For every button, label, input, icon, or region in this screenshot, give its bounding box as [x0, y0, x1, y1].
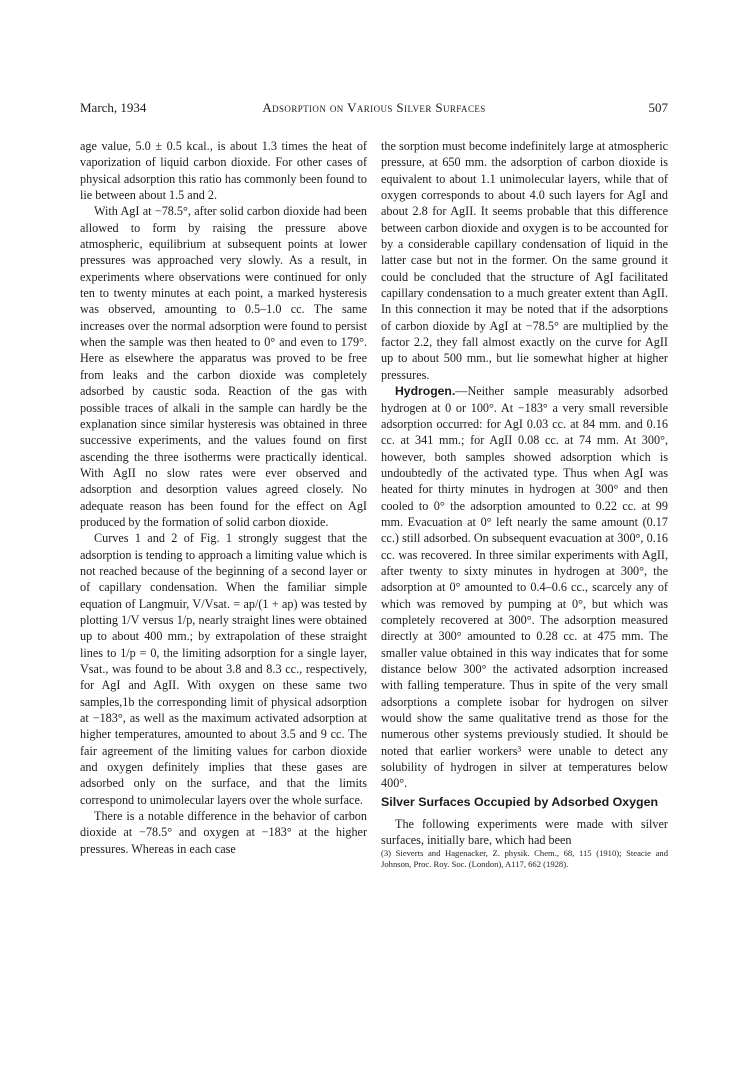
right-paragraph-3: The following experiments were made with silver surfaces, initially bare, which had been: [381, 816, 668, 848]
right-column: [381, 138, 668, 870]
right-paragraph-hydrogen: [381, 383, 668, 792]
left-paragraph-2: With AgI at −78.5°, after solid carbon dioxide had been allowed to form by raising the pressure above atmospheric, equilibrium at subsequent points at lower pressures was approached very slowly. As a result, in experiments where observations were continued for only ten to twenty minutes at each point, a marked hysteresis was observed, amounting to 0.5–1.0 cc. The same increases over the normal adsorption were found to persist when the sample was then heated to 0° and even to 179°. Here as elsewhere the apparatus was proved to be free from leaks and the carbon dioxide was completely adsorbed by caustic soda. Reaction of the gas with possible traces of alkali in the sample can hardly be the explanation since similar hysteresis was obtained in three successive experiments, and the values found on first ascending the three isotherms were practically identical. With AgII no slow rates were ever observed and adsorption and desorption values agreed closely. No adequate reason has been found for the effect on AgI produced by the formation of solid carbon dioxide.: [80, 204, 367, 529]
left-paragraph-4: There is a notable difference in the behavior of carbon dioxide at −78.5° and oxygen at −183° at the higher pressures. Whereas in each case: [80, 809, 367, 856]
hydrogen-run-in-heading: Hydrogen.: [395, 384, 456, 399]
header-date: March, 1934: [80, 100, 147, 115]
left-paragraph-1: age value, 5.0 ± 0.5 kcal., is about 1.3 times the heat of vaporization of liquid carbon dioxide. For other cases of physical adsorption this ratio has commonly been found to lie between about 1.5 and 2.: [80, 139, 367, 203]
running-header: [80, 100, 668, 116]
header-running-title: Adsorption on Various Silver Surfaces: [262, 100, 486, 115]
right-paragraph-1: the sorption must become indefinitely large at atmospheric pressure, at 650 mm. the adsorption of carbon dioxide is equivalent to about 1.1 unimolecular layers, while that of oxygen corresponds to about 4.0 such layers for AgI and about 2.8 for AgII. It seems probable that this difference between carbon dioxide and oxygen is to be accounted for by a considerable capillary condensation of liquid in the latter case but not in the former. On the same ground it could be concluded that the structure of AgI facilitated capillary condensation to a much greater extent than AgII. In this connection it may be noted that if the adsorptions of carbon dioxide by AgI at −78.5° are multiplied by the factor 2.2, they fall almost exactly on the curve for AgII up to about 500 mm., but lie somewhat higher at higher pressures.: [381, 139, 668, 382]
left-paragraph-3: Curves 1 and 2 of Fig. 1 strongly suggest that the adsorption is tending to approach a limiting value which is not reached because of the beginning of a second layer or of capillary condensation. When the familiar simple equation of Langmuir, V/Vsat. = ap/(1 + ap) was tested by plotting 1/V versus 1/p, nearly straight lines were obtained up to about 400 mm.; by extrapolation of these straight lines to 1/p = 0, the limiting adsorption for a single layer, Vsat., was found to be about 3.8 and 8.3 cc., respectively, for AgI and AgII. With oxygen on these same two samples,1b the corresponding limit of physical adsorption at −183°, as well as the maximum activated adsorption at higher temperatures, amounted to about 3.5 and 9 cc. The fair agreement of the limiting values for carbon dioxide and oxygen definitely implies that these gases are adsorbed only on the surface, and that the limits correspond to unimolecular layers over the whole surface.: [80, 531, 367, 807]
hydrogen-paragraph-text: —Neither sample measurably adsorbed hydrogen at 0 or 100°. At −183° a very small reversible adsorption occurred: for AgI 0.03 cc. at 84 mm. and 0.16 cc. at 341 mm.; for AgII 0.08 cc. at 74 mm. At 300°, however, both samples showed adsorption which is undoubtedly of the activated type. Thus when AgI was heated for thirty minutes in hydrogen at 300° and then cooled to 0° the adsorption amounted to 0.22 cc. at 99 mm. Evacuation at 0° left nearly the same amount (0.17 cc.) still adsorbed. On subsequent evacuation at 300°, 0.16 cc. was recovered. In three similar experiments with AgII, after twenty to sixty minutes in hydrogen at 300°, the adsorption at 0° amounted to 0.4–0.6 cc., scarcely any of which was removed by pumping at 0°, but which was completely recovered at 300°. The adsorption measured directly at 300° amounted to 0.28 cc. at 475 mm. The smaller value obtained in this way indicates that for some distance below 300° the activated adsorption increased with falling temperature. Thus in spite of the very small adsorptions a complete isobar for hydrogen on silver would show the same qualitative trend as those for the numerous other systems previously studied. It should be noted that earlier workers³ were unable to detect any solubility of hydrogen in silver at temperatures below 400°.: [381, 384, 668, 791]
header-page-number: 507: [648, 100, 668, 115]
section-heading: Silver Surfaces Occupied by Adsorbed Oxygen: [381, 794, 659, 809]
left-column: [80, 138, 367, 857]
footnote: (3) Sieverts and Hagenacker, Z. physik. Chem., 68, 115 (1910); Steacie and Johnson, Proc. Roy. Soc. (London), A117, 662 (1928).: [381, 848, 668, 870]
